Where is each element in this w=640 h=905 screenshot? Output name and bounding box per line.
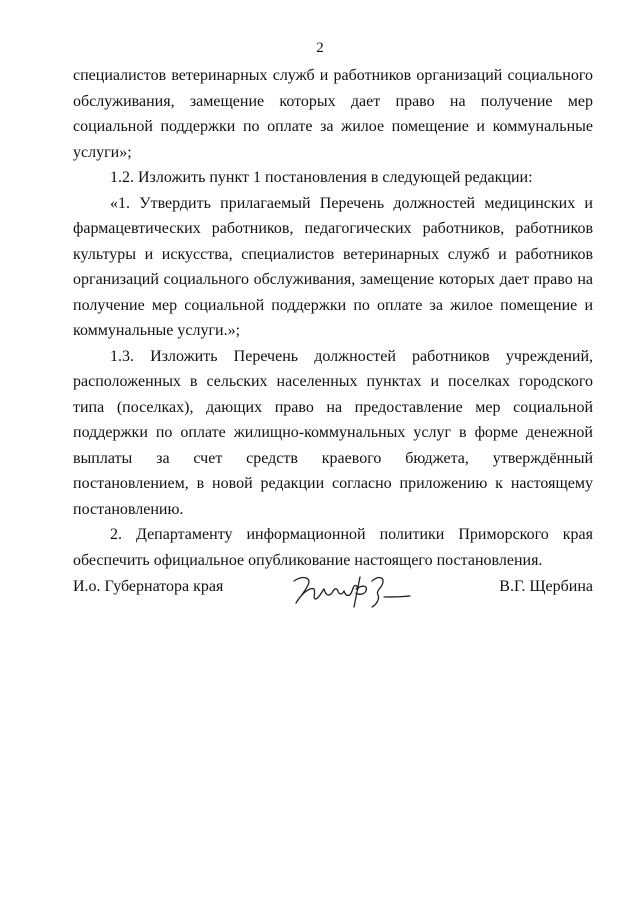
paragraph-continuation: специалистов ветеринарных служб и работников организаций социального обслуживания, замещение которых дает право на получение мер социальной поддержки по оплате за жилое помещение и коммунальные услуги»; (73, 67, 593, 161)
signatory-name: В.Г. Щербина (499, 578, 593, 595)
page-number: 2 (316, 40, 324, 56)
paragraph-quoted-item-1: «1. Утвердить прилагаемый Перечень должностей медицинских и фармацевтических работников, педагогических работников, работников культуры и искусства, специалистов ветеринарных служб и работников организаций социального обслуживания, замещение которых дает право на получение мер социальной поддержки по оплате за жилое помещение и коммунальные услуги.»; (73, 194, 593, 339)
signature-block (73, 567, 593, 617)
signatory-position: И.о. Губернатора края (73, 578, 224, 595)
paragraph-item-1-3: 1.3. Изложить Перечень должностей работников учреждений, расположенных в сельских населенных пунктах и поселках городского типа (поселках), дающих право на предоставление мер социальной поддержки по оплате жилищно-коммунальных услуг в форме денежной выплаты за счет средств краевого бюджета, утверждённый постановлением, в новой редакции согласно приложению к настоящему постановлению. (73, 347, 593, 518)
paragraph-item-1-2: 1.2. Изложить пункт 1 постановления в следующей редакции: (110, 169, 533, 186)
document-body (73, 63, 593, 573)
paragraph-item-2: 2. Департаменту информационной политики Приморского края обеспечить официальное опубликование настоящего постановления. (73, 526, 593, 569)
handwritten-signature (288, 567, 428, 615)
